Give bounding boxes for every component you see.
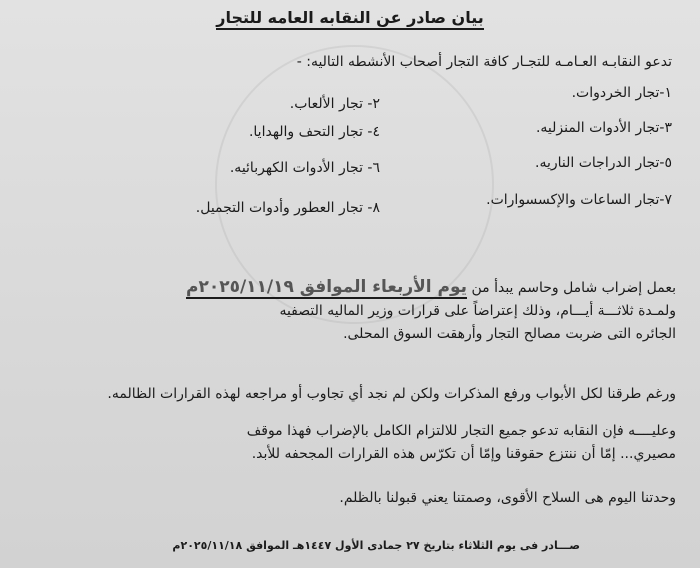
- issue-date-footer: صـــادر فى يوم الثلاثاء بتاريخ ٢٧ جمادى الأول ١٤٤٧هـ الموافق ٢٠٢٥/١١/١٨م: [172, 539, 580, 552]
- activity-item: ٤- تجار التحف والهدايا.: [248, 124, 380, 140]
- cta-line-2: مصيري... إمّا أن ننتزع حقوقنا وإمّا أن تكرّس هذه القرارات المجحفه للأبد.: [251, 446, 676, 462]
- paragraph-call-to-action: [24, 420, 676, 466]
- activity-item: ٨- تجار العطور وأدوات التجميل.: [195, 200, 380, 216]
- cta-line-1: وعليــــه فإن النقابه تدعو جميع التجار للالتزام الكامل بالإضراب فهذا موقف: [246, 423, 676, 439]
- strike-line-3: الجائره التى ضربت مصالح التجار وأرهقت السوق المحلى.: [343, 326, 676, 342]
- intro-line: تدعو النقابـه العـامـه للتجـار كافة التجار أصحاب الأنشطه التاليه: -: [296, 54, 672, 70]
- paragraph-unity: [24, 487, 676, 510]
- strike-line-2: ولمـدة ثلاثـــة أيـــام، وذلك إعتراضاً على قرارات وزير الماليه التصفيه: [279, 303, 676, 319]
- unity-line-1: وحدتنا اليوم هى السلاح الأقوى، وصمتنا يعني قبولنا بالظلم.: [339, 490, 676, 506]
- activity-item: ٣-تجار الأدوات المنزليه.: [535, 120, 672, 136]
- activities-list: [0, 0, 700, 240]
- activity-item: ٧-تجار الساعات والإكسسوارات.: [486, 192, 672, 208]
- paragraph-appeals: ورغم طرقنا لكل الأبواب ورفع المذكرات ولكن لم نجد أي تجاوب أو مراجعه لهذه القرارات الظالمه.: [107, 386, 676, 402]
- activity-item: ٢- تجار الألعاب.: [289, 96, 380, 112]
- strike-announcement: [24, 276, 676, 346]
- strike-line-1: [24, 276, 676, 300]
- strike-date-highlight: يوم الأربعاء الموافق ٢٠٢٥/١١/١٩م: [185, 277, 468, 297]
- activity-item: ١-تجار الخردوات.: [571, 85, 672, 101]
- strike-line-1-text: بعمل إضراب شامل وحاسم يبدأ من: [471, 280, 676, 296]
- title-text: بيان صادر عن النقابه العامه للتجار: [216, 8, 484, 30]
- activity-item: ٥-تجار الدراجات الناريه.: [535, 155, 672, 171]
- activity-item: ٦- تجار الأدوات الكهربائيه.: [229, 160, 380, 176]
